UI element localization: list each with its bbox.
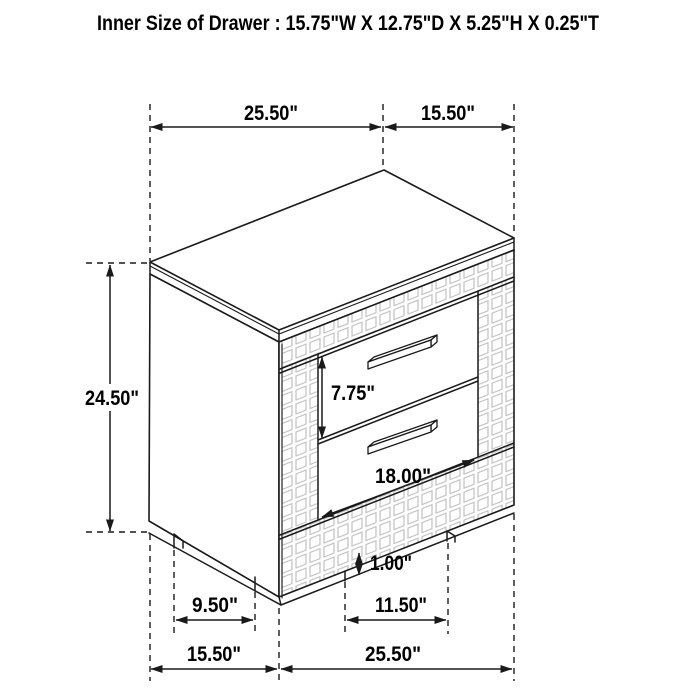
dim-label-front-foot-gap: 11.50"	[375, 594, 427, 617]
dim-label-drawer-height: 7.75"	[331, 382, 375, 405]
dim-label-side-foot-gap: 9.50"	[192, 594, 238, 617]
dim-label-bottom-width: 25.50"	[365, 643, 421, 666]
page-title: Inner Size of Drawer : 15.75"W X 12.75"D X 5.25"H X 0.25"T	[97, 12, 600, 35]
dim-label-top-width: 25.50"	[244, 102, 298, 125]
dim-label-drawer-width: 18.00"	[375, 465, 431, 488]
dim-label-top-depth: 15.50"	[421, 102, 475, 125]
dim-label-overall-height: 24.50"	[85, 387, 139, 410]
dim-label-bottom-depth: 15.50"	[187, 643, 241, 666]
side-panel	[149, 274, 279, 597]
dim-label-base-clearance: 1.00"	[370, 552, 412, 575]
